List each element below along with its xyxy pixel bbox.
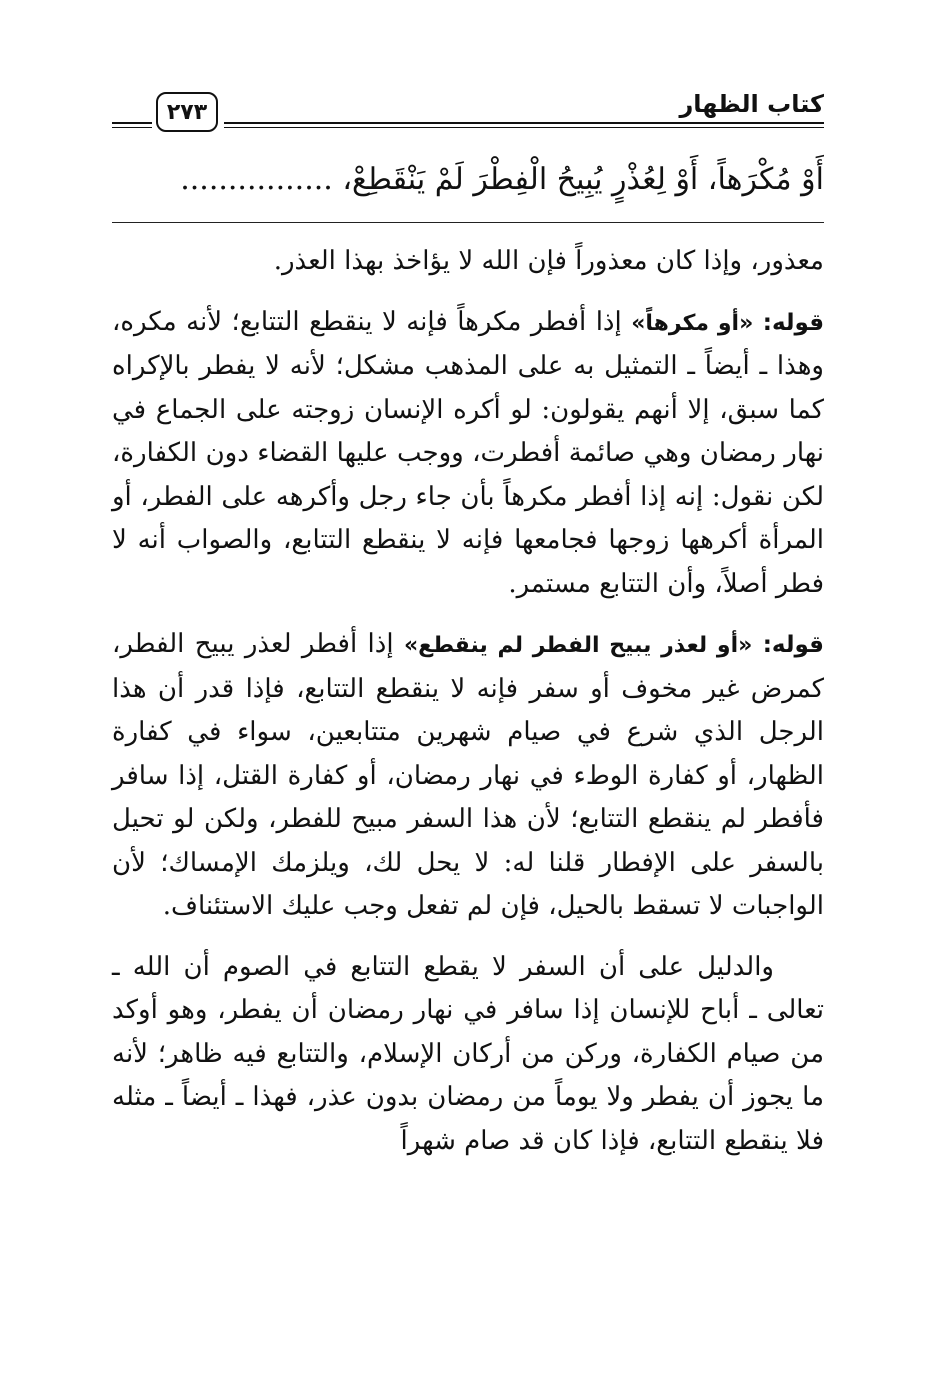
qawluh-label: قوله: <box>762 632 824 658</box>
commentary-paragraph-3 <box>112 623 824 929</box>
commentary-paragraph-1: معذور، وإذا كان معذوراً فإن الله لا يؤاخذ بهذا العذر. <box>273 246 824 276</box>
matn-quote: «أو لعذر يبيح الفطر لم ينقطع» <box>403 633 753 658</box>
qawluh-label: قوله: <box>762 309 825 336</box>
commentary <box>112 240 824 1163</box>
matn-separator-rule <box>112 222 824 223</box>
matn-text: أَوْ مُكْرَهاً، أَوْ لِعُذْرٍ يُبِيحُ الْفِطْرَ لَمْ يَنْقَطِعْ، ................ <box>180 162 824 197</box>
page-number: ٢٧٣ <box>156 92 218 132</box>
paragraph-text: إذا أفطر لعذر يبيح الفطر، كمرض غير مخوف أو سفر فإنه لا ينقطع التتابع، فإذا قدر أن هذا الرجل الذي شرع في صيام شهرين متتابعين، سواء في كفارة الظهار، أو كفارة الوطء في نهار رمضان، أو كفارة القتل، إذا سافر فأفطر لم ينقطع التتابع؛ لأن هذا السفر مبيح للفطر، ولكن لو تحيل بالسفر على الإفطار قلنا له: لا يحل لك، ويلزمك الإمساك؛ لأن الواجبات لا تسقط بالحيل، فإن لم تفعل وجب عليك الاستئناف. <box>112 629 824 921</box>
commentary-paragraph-2 <box>112 301 824 607</box>
page-header <box>112 88 824 140</box>
header-rule-left <box>112 122 152 128</box>
commentary-paragraph-4: والدليل على أن السفر لا يقطع التتابع في الصوم أن الله ـ تعالى ـ أباح للإنسان إذا سافر في نهار رمضان أن يفطر، وهو أوكد من صيام الكفارة، وركن من أركان الإسلام، والتتابع فيه ظاهر؛ لأنه ما يجوز أن يفطر ولا يوماً من رمضان بدون عذر، فهذا ـ أيضاً ـ مثله فلا ينقطع التتابع، فإذا كان قد صام شهراً <box>112 951 824 1156</box>
paragraph-text: إذا أفطر مكرهاً فإنه لا ينقطع التتابع؛ لأنه مكره، وهذا ـ أيضاً ـ التمثيل به على المذهب مشكل؛ لأنه لا يفطر بالإكراه كما سبق، إلا أنهم يقولون: لو أكره الإنسان زوجته على الجماع في نهار رمضان وهي صائمة أفطرت، ووجب عليها القضاء دون الكفارة، لكن نقول: إنه إذا أفطر مكرهاً بأن جاء رجل وأكرهه على الفطر، أو المرأة أكرهها زوجها فجامعها فإنه لا ينقطع التتابع، والصواب أنه لا فطر أصلاً، وأن التتابع مستمر. <box>112 306 824 599</box>
book-title: كتاب الظهار <box>679 90 824 118</box>
header-rule-right <box>224 122 824 128</box>
matn-quote: «أو مكرهاً» <box>631 310 754 336</box>
